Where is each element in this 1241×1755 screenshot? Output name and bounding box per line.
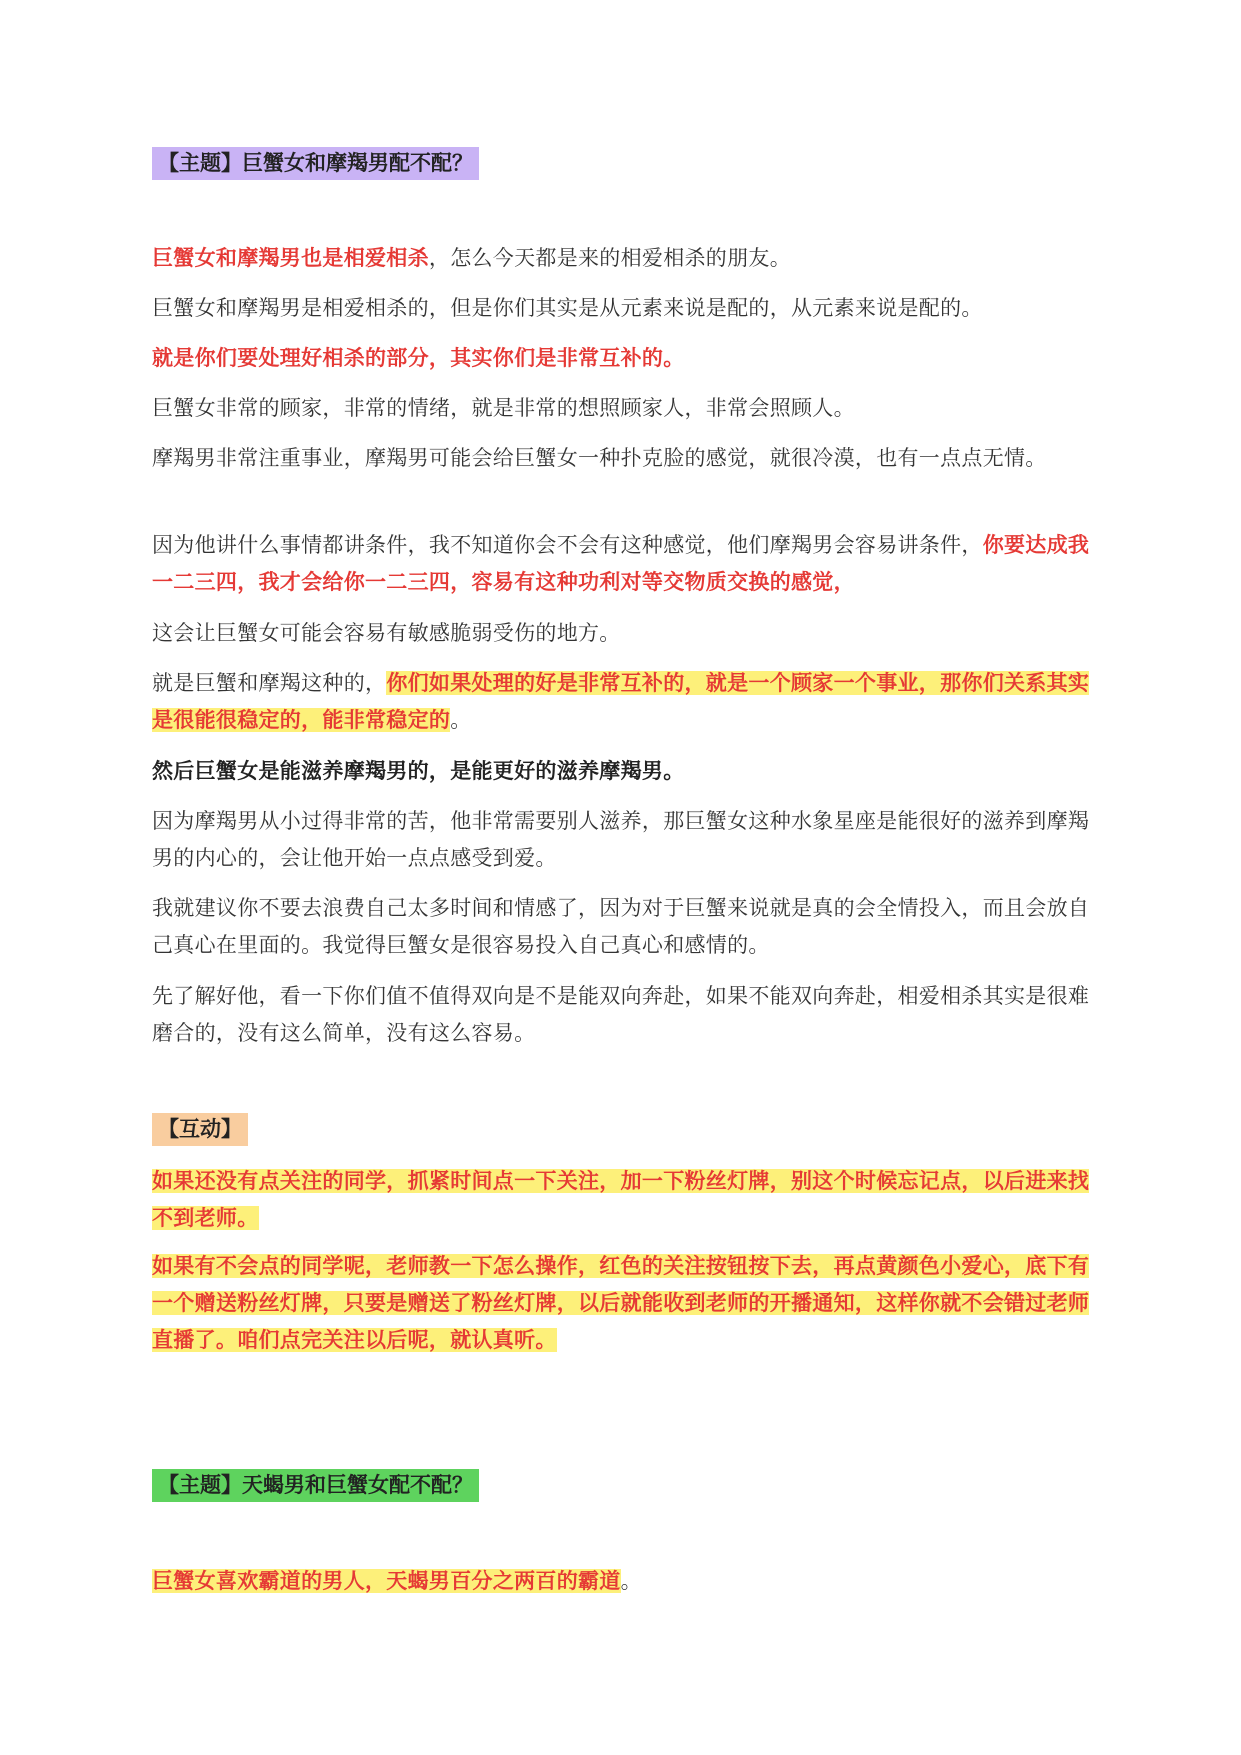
topic-tag-2: 【主题】天蝎男和巨蟹女配不配？ — [152, 1469, 479, 1502]
section2-paragraph-1 — [152, 1563, 1096, 1600]
paragraph-6-text: 因为他讲什么事情都讲条件，我不知道你会不会有这种感觉，他们摩羯男会容易讲条件， — [152, 533, 983, 557]
paragraph-11: 我就建议你不要去浪费自己太多时间和情感了，因为对于巨蟹来说就是真的会全情投入，而且会放自己真心在里面的。我觉得巨蟹女是很容易投入自己真心和感情的。 — [152, 896, 1090, 957]
topic-tag-1: 【主题】巨蟹女和摩羯男配不配？ — [152, 147, 479, 180]
paragraph-1 — [152, 240, 1096, 277]
section2-paragraph-1-highlight: 巨蟹女喜欢霸道的男人，天蝎男百分之两百的霸道 — [152, 1569, 621, 1593]
paragraph-6 — [152, 527, 1096, 601]
paragraph-1-emphasis: 巨蟹女和摩羯男也是相爱相杀 — [152, 246, 429, 270]
interaction-paragraph-2-highlight: 如果有不会点的同学呢，老师教一下怎么操作，红色的关注按钮按下去，再点黄颜色小爱心，底下有一个赠送粉丝灯牌，只要是赠送了粉丝灯牌，以后就能收到老师的开播通知，这样你就不会错过老师直播了。咱们点完关注以后呢，就认真听。 — [152, 1254, 1090, 1352]
paragraph-5: 摩羯男非常注重事业，摩羯男可能会给巨蟹女一种扑克脸的感觉，就很冷漠，也有一点点无情。 — [152, 446, 1047, 470]
paragraph-4: 巨蟹女非常的顾家，非常的情绪，就是非常的想照顾家人，非常会照顾人。 — [152, 396, 855, 420]
interaction-tag: 【互动】 — [152, 1113, 248, 1146]
paragraph-6-emphasis: 你要达成我一二三四，我才会给你一二三四，容易有这种功利对等交物质交换的感觉， — [152, 533, 1090, 594]
interaction-paragraph-1 — [152, 1163, 1096, 1237]
paragraph-3: 就是你们要处理好相杀的部分，其实你们是非常互补的。 — [152, 346, 685, 370]
paragraph-7: 这会让巨蟹女可能会容易有敏感脆弱受伤的地方。 — [152, 621, 621, 645]
paragraph-9: 然后巨蟹女是能滋养摩羯男的，是能更好的滋养摩羯男。 — [152, 759, 685, 783]
paragraph-10: 因为摩羯男从小过得非常的苦，他非常需要别人滋养，那巨蟹女这种水象星座是能很好的滋养到摩羯男的内心的，会让他开始一点点感受到爱。 — [152, 809, 1090, 870]
paragraph-1-text: ，怎么今天都是来的相爱相杀的朋友。 — [428, 246, 792, 270]
interaction-paragraph-1-highlight: 如果还没有点关注的同学，抓紧时间点一下关注，加一下粉丝灯牌，别这个时候忘记点，以后进来找不到老师。 — [152, 1169, 1090, 1230]
paragraph-12: 先了解好他，看一下你们值不值得双向是不是能双向奔赴，如果不能双向奔赴，相爱相杀其实是很难磨合的，没有这么简单，没有这么容易。 — [152, 984, 1090, 1045]
paragraph-8-tail: 。 — [450, 708, 472, 732]
paragraph-8 — [152, 665, 1096, 739]
section2-paragraph-1-tail: 。 — [620, 1569, 642, 1593]
paragraph-8-text: 就是巨蟹和摩羯这种的， — [152, 671, 387, 695]
paragraph-8-highlight: 你们如果处理的好是非常互补的，就是一个顾家一个事业，那你们关系其实是很能很稳定的，能非常稳定的 — [152, 671, 1090, 732]
interaction-paragraph-2 — [152, 1248, 1096, 1359]
paragraph-2: 巨蟹女和摩羯男是相爱相杀的，但是你们其实是从元素来说是配的，从元素来说是配的。 — [152, 296, 983, 320]
